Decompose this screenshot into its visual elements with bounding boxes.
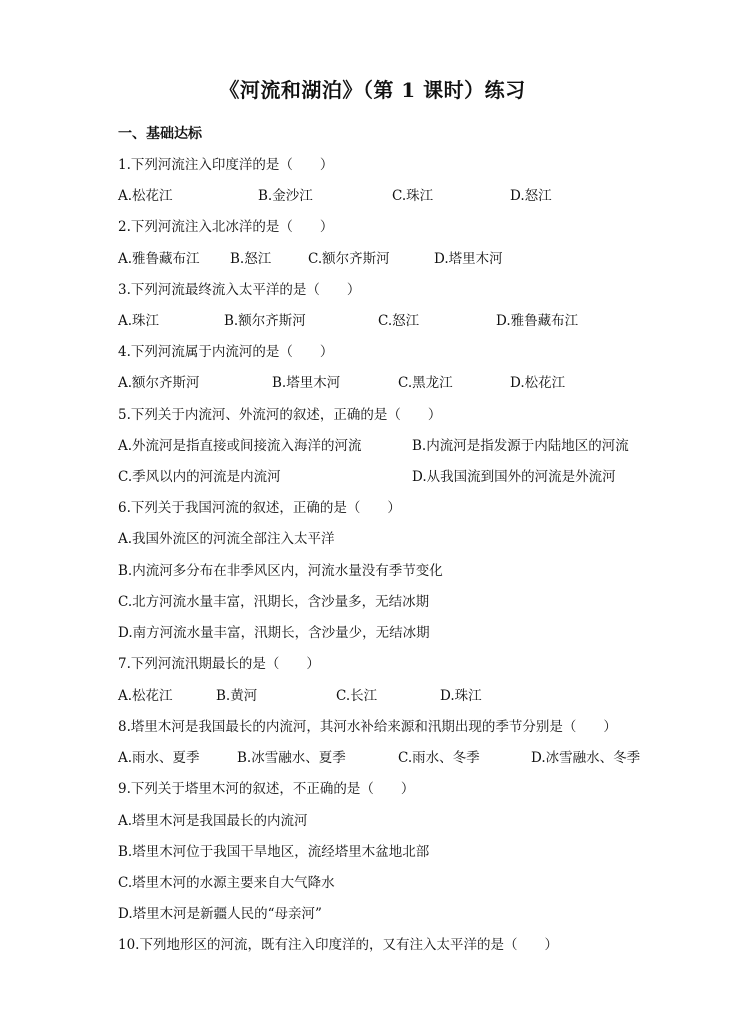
q8-option-b: B.冰雪融水、夏季: [237, 750, 346, 766]
question-stem-8: 8.塔里木河是我国最长的内流河，其河水补给来源和汛期出现的季节分别是（ ）: [118, 719, 617, 735]
q1-option-a: A.松花江: [118, 188, 173, 204]
q6-option-b: B.内流河多分布在非季风区内，河流水量没有季节变化: [118, 563, 443, 579]
question-stem-10: 10.下列地形区的河流，既有注入印度洋的，又有注入太平洋的是（ ）: [118, 937, 558, 953]
section-heading: 一、基础达标: [118, 126, 202, 142]
q5-option-a: A.外流河是指直接或间接流入海洋的河流: [118, 438, 362, 454]
question-stem-7: 7.下列河流汛期最长的是（ ）: [118, 656, 320, 672]
q8-option-a: A.雨水、夏季: [118, 750, 200, 766]
q7-option-b: B.黄河: [216, 688, 258, 704]
q2-option-d: D.塔里木河: [434, 251, 503, 267]
q9-option-c: C.塔里木河的水源主要来自大气降水: [118, 875, 335, 891]
q2-option-c: C.额尔齐斯河: [308, 251, 390, 267]
q4-option-c: C.黑龙江: [398, 375, 453, 391]
q3-option-a: A.珠江: [118, 313, 160, 329]
q8-option-d: D.冰雪融水、冬季: [531, 750, 641, 766]
q2-option-a: A.雅鲁藏布江: [118, 251, 200, 267]
q3-option-d: D.雅鲁藏布江: [496, 313, 579, 329]
q9-option-d: D.塔里木河是新疆人民的“母亲河”: [118, 906, 322, 922]
q1-option-b: B.金沙江: [258, 188, 313, 204]
q7-option-d: D.珠江: [440, 688, 482, 704]
question-stem-6: 6.下列关于我国河流的叙述，正确的是（ ）: [118, 500, 401, 516]
page-title: 《河流和湖泊》（第 1 课时）练习: [219, 78, 526, 102]
q3-option-b: B.额尔齐斯河: [224, 313, 306, 329]
q1-option-d: D.怒江: [510, 188, 552, 204]
q4-option-d: D.松花江: [510, 375, 566, 391]
q5-option-c: C.季风以内的河流是内流河: [118, 469, 281, 485]
question-stem-2: 2.下列河流注入北冰洋的是（ ）: [118, 219, 334, 235]
question-stem-5: 5.下列关于内流河、外流河的叙述，正确的是（ ）: [118, 407, 442, 423]
q7-option-c: C.长江: [336, 688, 378, 704]
q6-option-c: C.北方河流水量丰富，汛期长，含沙量多，无结冰期: [118, 594, 430, 610]
q1-option-c: C.珠江: [392, 188, 434, 204]
q7-option-a: A.松花江: [118, 688, 173, 704]
q5-option-b: B.内流河是指发源于内陆地区的河流: [412, 438, 629, 454]
question-stem-3: 3.下列河流最终流入太平洋的是（ ）: [118, 282, 361, 298]
q8-option-c: C.雨水、冬季: [398, 750, 480, 766]
question-stem-1: 1.下列河流注入印度洋的是（ ）: [118, 157, 334, 173]
q5-option-d: D.从我国流到国外的河流是外流河: [412, 469, 616, 485]
q6-option-d: D.南方河流水量丰富，汛期长，含沙量少，无结冰期: [118, 625, 430, 641]
q9-option-b: B.塔里木河位于我国干旱地区，流经塔里木盆地北部: [118, 844, 430, 860]
q9-option-a: A.塔里木河是我国最长的内流河: [118, 813, 308, 829]
q3-option-c: C.怒江: [378, 313, 420, 329]
question-stem-9: 9.下列关于塔里木河的叙述，不正确的是（ ）: [118, 781, 415, 797]
q4-option-a: A.额尔齐斯河: [118, 375, 200, 391]
q4-option-b: B.塔里木河: [272, 375, 341, 391]
question-stem-4: 4.下列河流属于内流河的是（ ）: [118, 344, 334, 360]
q2-option-b: B.怒江: [230, 251, 272, 267]
q6-option-a: A.我国外流区的河流全部注入太平洋: [118, 531, 335, 547]
